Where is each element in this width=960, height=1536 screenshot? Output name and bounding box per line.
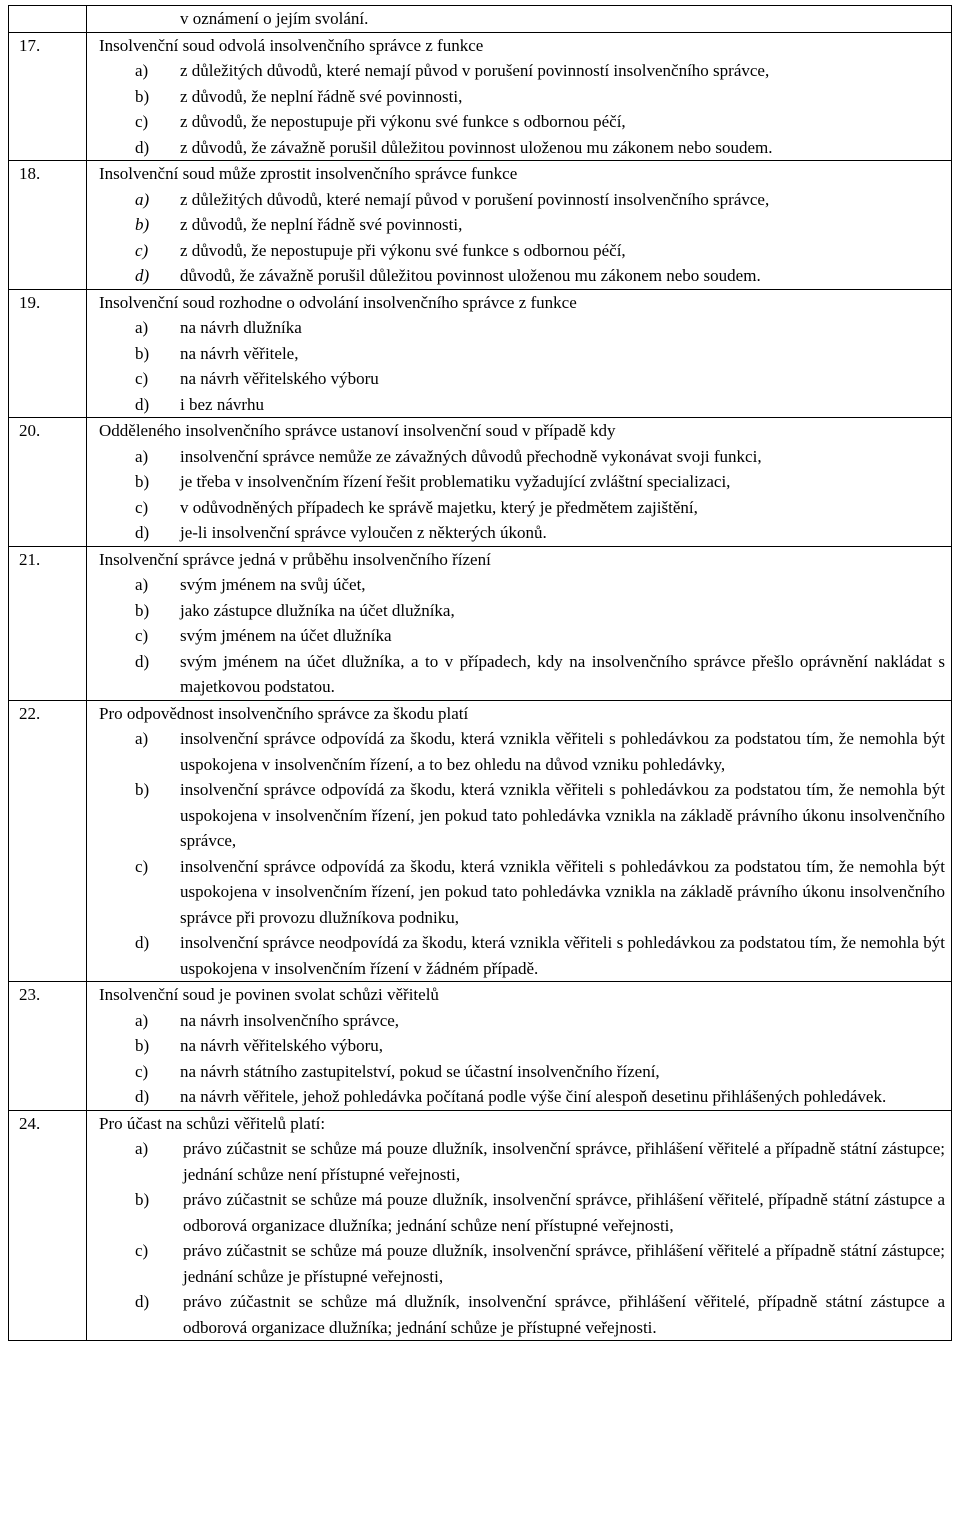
option-text: právo zúčastnit se schůze má dlužník, insolvenční správce, přihlášení věřitelé, případně státní zástupce a odborová organizace dlužníka; jednání schůze je přístupné veřejnosti. (183, 1292, 945, 1337)
answer-option (99, 598, 945, 624)
question-number: 17. (9, 32, 87, 161)
answer-option (99, 212, 945, 238)
option-letter: d) (135, 1292, 150, 1311)
option-letter: a) (135, 1139, 149, 1158)
option-text: je třeba v insolvenčním řízení řešit problematiku vyžadující zvláštní specializaci, (180, 472, 731, 491)
question-body (87, 418, 952, 547)
option-text: insolvenční správce odpovídá za škodu, která vznikla věřiteli s pohledávkou za podstatou tím, že nemohla být uspokojena v insolvenčním řízení, jen pokud tato pohledávka vznikla na základě právního úkonu insolvenčního správce při provozu dlužníkova podniku, (180, 856, 945, 927)
question-text: Insolvenční soud rozhodne o odvolání insolvenčního správce z funkce (99, 292, 577, 312)
option-letter: c) (135, 112, 149, 131)
continuation-row (9, 6, 952, 33)
option-letter: c) (135, 856, 149, 876)
answer-option (99, 520, 945, 546)
option-letter: a) (135, 1010, 149, 1030)
option-letter: b) (135, 1190, 150, 1209)
option-text: insolvenční správce odpovídá za škodu, která vznikla věřiteli s pohledávkou za podstatou tím, že nemohla být uspokojena v insolvenčním řízení, a to bez ohledu na důvod vzniku pohledávky, (180, 729, 945, 774)
question-row (9, 982, 952, 1111)
answer-option (99, 854, 945, 931)
option-text: důvodů, že závažně porušil důležitou povinnost uloženou mu zákonem nebo soudem. (180, 266, 761, 285)
question-row (9, 289, 952, 418)
question-text: Insolvenční soud může zprostit insolvenčního správce funkce (99, 164, 518, 183)
option-text: i bez návrhu (180, 394, 265, 414)
option-letter: a) (135, 61, 149, 80)
answer-option (99, 238, 945, 264)
option-text: insolvenční správce odpovídá za škodu, která vznikla věřiteli s pohledávkou za podstatou tím, že nemohla být uspokojena v insolvenčním řízení, jen pokud tato pohledávka vznikla na základě právního úkonu insolvenčního správce, (180, 780, 945, 850)
answer-option (99, 649, 945, 700)
option-letter: d) (135, 523, 150, 542)
answer-option (99, 341, 945, 367)
question-number: 18. (9, 161, 87, 290)
option-letter: a) (135, 446, 149, 466)
answer-option (99, 58, 945, 84)
option-text: právo zúčastnit se schůze má pouze dlužník, insolvenční správce, přihlášení věřitelé a případně státní zástupce; jednání schůze není přístupné veřejnosti, (183, 1139, 945, 1184)
answer-option (99, 84, 945, 110)
option-letter: d) (135, 651, 150, 671)
option-text: svým jménem na účet dlužníka (180, 626, 392, 645)
option-text: v odůvodněných případech ke správě majetku, který je předmětem zajištění, (180, 497, 698, 517)
answer-option (99, 109, 945, 135)
question-text: Pro účast na schůzi věřitelů platí: (99, 1113, 326, 1133)
option-letter: c) (135, 240, 149, 260)
question-row (9, 1110, 952, 1341)
question-body (87, 700, 952, 982)
option-letter: d) (135, 394, 150, 414)
question-text: Insolvenční správce jedná v průběhu insolvenčního řízení (99, 549, 491, 569)
option-text: právo zúčastnit se schůze má pouze dlužník, insolvenční správce, přihlášení věřitelé a případně státní zástupce; jednání schůze je přístupné veřejnosti, (183, 1241, 945, 1286)
answer-option (99, 930, 945, 981)
question-body (87, 32, 952, 161)
option-letter: b) (135, 600, 150, 620)
question-number: 20. (9, 418, 87, 547)
question-number: 21. (9, 546, 87, 700)
option-letter: c) (135, 1241, 149, 1260)
answer-option (99, 623, 945, 649)
option-text: z důležitých důvodů, které nemají původ v porušení povinností insolvenčního správce, (180, 61, 770, 80)
answer-option (99, 726, 945, 777)
option-letter: d) (135, 933, 150, 952)
question-number: 23. (9, 982, 87, 1111)
answer-option (99, 315, 945, 341)
question-text: Insolvenční soud odvolá insolvenčního správce z funkce (99, 35, 484, 55)
option-text: z důvodů, že závažně porušil důležitou povinnost uloženou mu zákonem nebo soudem. (180, 137, 773, 157)
question-row (9, 700, 952, 982)
option-text: je-li insolvenční správce vyloučen z některých úkonů. (180, 523, 547, 542)
option-text: na návrh věřitelského výboru (180, 369, 379, 388)
option-letter: b) (135, 343, 150, 363)
option-letter: b) (135, 1036, 150, 1055)
question-body (87, 546, 952, 700)
option-letter: d) (135, 137, 150, 157)
question-number: 24. (9, 1110, 87, 1341)
option-letter: d) (135, 1087, 150, 1106)
question-text: Odděleného insolvenčního správce ustanoví insolvenční soud v případě kdy (99, 421, 616, 440)
question-row (9, 418, 952, 547)
option-text: na návrh státního zastupitelství, pokud se účastní insolvenčního řízení, (180, 1061, 660, 1081)
answer-option (99, 135, 945, 161)
option-letter: a) (135, 575, 149, 594)
option-text: na návrh dlužníka (180, 318, 302, 337)
option-letter: c) (135, 369, 149, 388)
question-body (87, 289, 952, 418)
option-text: z důvodů, že neplní řádně své povinnosti, (180, 86, 463, 106)
answer-option (99, 1289, 945, 1340)
option-text: právo zúčastnit se schůze má pouze dlužník, insolvenční správce, přihlášení věřitelé, případně státní zástupce a odborová organizace dlužníka; jednání schůze není přístupné veřejnosti, (183, 1190, 945, 1235)
option-letter: a) (135, 189, 150, 209)
question-number: 19. (9, 289, 87, 418)
option-letter: d) (135, 266, 150, 285)
option-text: insolvenční správce neodpovídá za škodu, která vznikla věřiteli s pohledávkou za podstatou tím, že nemohla být uspokojena v insolvenčním řízení v žádném případě. (180, 933, 945, 978)
option-text: na návrh insolvenčního správce, (180, 1010, 400, 1030)
answer-option (99, 495, 945, 521)
question-body (87, 1110, 952, 1341)
option-letter: c) (135, 497, 149, 517)
option-letter: c) (135, 1061, 149, 1081)
answer-option (99, 1084, 945, 1110)
option-text: jako zástupce dlužníka na účet dlužníka, (180, 600, 455, 620)
answer-option (99, 1008, 945, 1034)
question-row (9, 546, 952, 700)
option-text: z důležitých důvodů, které nemají původ v porušení povinností insolvenčního správce, (180, 189, 770, 209)
option-letter: b) (135, 780, 150, 799)
answer-option (99, 469, 945, 495)
answer-option (99, 777, 945, 854)
answer-option (99, 1238, 945, 1289)
option-text: z důvodů, že neplní řádně své povinnosti, (180, 215, 463, 234)
option-letter: b) (135, 86, 150, 106)
continuation-text: v oznámení o jejím svolání. (180, 9, 369, 28)
option-letter: b) (135, 472, 150, 491)
answer-option (99, 187, 945, 213)
continuation-cell (87, 6, 952, 33)
option-letter: b) (135, 215, 150, 234)
option-text: na návrh věřitelského výboru, (180, 1036, 383, 1055)
answer-option (99, 1033, 945, 1059)
question-number: 22. (9, 700, 87, 982)
answer-option (99, 444, 945, 470)
answer-option (99, 1136, 945, 1187)
option-letter: c) (135, 626, 149, 645)
answer-option (99, 1059, 945, 1085)
answer-option (99, 1187, 945, 1238)
answer-option (99, 366, 945, 392)
answer-option (99, 392, 945, 418)
option-text: z důvodů, že nepostupuje při výkonu své funkce s odbornou péčí, (180, 112, 626, 131)
question-text: Insolvenční soud je povinen svolat schůzi věřitelů (99, 985, 439, 1004)
question-body (87, 982, 952, 1111)
option-letter: a) (135, 318, 149, 337)
question-row (9, 32, 952, 161)
option-text: na návrh věřitele, (180, 343, 299, 363)
number-cell (9, 6, 87, 33)
option-text: na návrh věřitele, jehož pohledávka počítaná podle výše činí alespoň desetinu přihlášených pohledávek. (180, 1087, 887, 1106)
option-letter: a) (135, 729, 149, 748)
questions-table (8, 5, 952, 1341)
option-text: insolvenční správce nemůže ze závažných důvodů přechodně vykonávat svoji funkci, (180, 446, 762, 466)
answer-option (99, 572, 945, 598)
question-text: Pro odpovědnost insolvenčního správce za škodu platí (99, 703, 469, 723)
option-text: z důvodů, že nepostupuje při výkonu své funkce s odbornou péčí, (180, 240, 626, 260)
answer-option (99, 263, 945, 289)
option-text: svým jménem na účet dlužníka, a to v případech, kdy na insolvenčního správce přešlo oprávnění nakládat s majetkovou podstatou. (180, 651, 945, 696)
option-text: svým jménem na svůj účet, (180, 575, 366, 594)
question-body (87, 161, 952, 290)
question-row (9, 161, 952, 290)
